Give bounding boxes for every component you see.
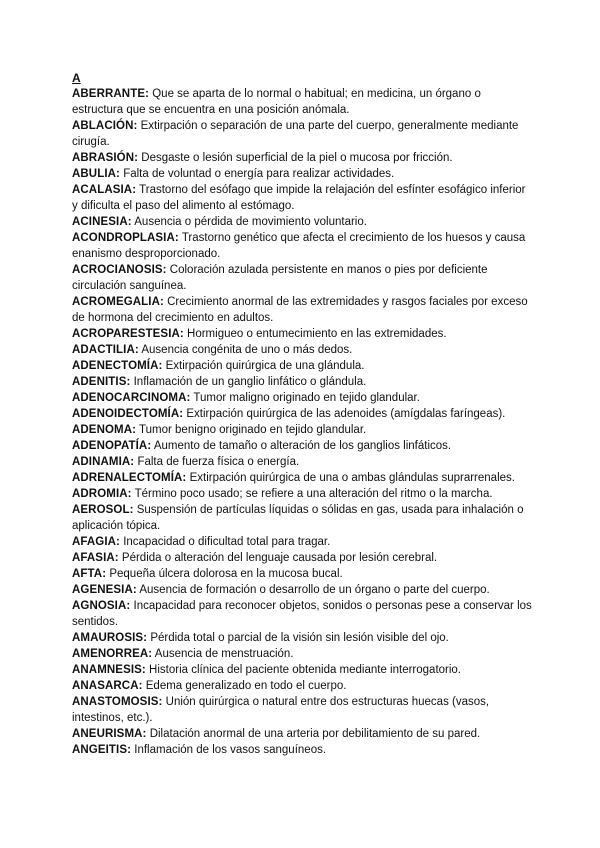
glossary-entry xyxy=(72,662,534,678)
entry-term: ABLACIÓN: xyxy=(72,120,138,132)
entry-term: ADENOPATÍA: xyxy=(72,440,152,452)
glossary-entry xyxy=(72,118,534,150)
glossary-entry xyxy=(72,406,534,422)
entry-definition: Crecimiento anormal de las extremidades y rasgos faciales por exceso de hormona del crecimiento en adultos. xyxy=(72,296,528,324)
entry-definition: Edema generalizado en todo el cuerpo. xyxy=(145,680,347,692)
glossary-entry xyxy=(72,214,534,230)
glossary-entry xyxy=(72,598,534,630)
entry-definition: Ausencia de menstruación. xyxy=(154,648,294,660)
entry-term: ACINESIA: xyxy=(72,216,132,228)
glossary-entry xyxy=(72,230,534,262)
entry-definition: Trastorno genético que afecta el crecimiento de los huesos y causa enanismo desproporcionado. xyxy=(72,232,526,260)
section-letter-heading: A xyxy=(72,71,81,85)
entry-term: ACONDROPLASIA: xyxy=(72,232,179,244)
glossary-entry xyxy=(72,86,534,118)
entry-term: ABRASIÓN: xyxy=(72,152,139,164)
glossary-page xyxy=(72,70,534,758)
entry-definition: Inflamación de los vasos sanguíneos. xyxy=(134,744,327,756)
glossary-entry xyxy=(72,486,534,502)
entry-definition: Aumento de tamaño o alteración de los ganglios linfáticos. xyxy=(153,440,452,452)
entry-definition: Coloración azulada persistente en manos o pies por deficiente circulación sanguínea. xyxy=(72,264,488,292)
glossary-entry xyxy=(72,742,534,758)
entry-definition: Incapacidad o dificultad total para tragar. xyxy=(123,536,331,548)
entry-term: ANAMNESIS: xyxy=(72,664,146,676)
entry-definition: Incapacidad para reconocer objetos, sonidos o personas pese a conservar los sentidos. xyxy=(72,600,532,628)
entry-term: ACROCIANOSIS: xyxy=(72,264,167,276)
glossary-entries xyxy=(72,86,534,758)
entry-definition: Ausencia de formación o desarrollo de un órgano o parte del cuerpo. xyxy=(139,584,490,596)
glossary-entry xyxy=(72,454,534,470)
entry-term: ACROPARESTESIA: xyxy=(72,328,184,340)
entry-definition: Extirpación o separación de una parte del cuerpo, generalmente mediante cirugía. xyxy=(72,120,519,148)
glossary-entry xyxy=(72,182,534,214)
entry-term: ADACTILIA: xyxy=(72,344,139,356)
entry-definition: Pérdida total o parcial de la visión sin lesión visible del ojo. xyxy=(150,632,449,644)
entry-term: ADENITIS: xyxy=(72,376,131,388)
entry-definition: Falta de fuerza física o energía. xyxy=(137,456,300,468)
entry-term: ADRENALECTOMÍA: xyxy=(72,472,187,484)
entry-term: ANEURISMA: xyxy=(72,728,147,740)
entry-term: AFASIA: xyxy=(72,552,119,564)
entry-definition: Que se aparta de lo normal o habitual; en medicina, un órgano o estructura que se encuentra en una posición anómala. xyxy=(72,88,481,116)
glossary-entry xyxy=(72,550,534,566)
glossary-entry xyxy=(72,470,534,486)
glossary-entry xyxy=(72,342,534,358)
entry-term: ANASARCA: xyxy=(72,680,143,692)
glossary-entry xyxy=(72,566,534,582)
entry-term: ADENOMA: xyxy=(72,424,137,436)
entry-definition: Unión quirúrgica o natural entre dos estructuras huecas (vasos, intestinos, etc.). xyxy=(72,696,490,724)
entry-definition: Tumor maligno originado en tejido glandular. xyxy=(193,392,420,404)
glossary-entry xyxy=(72,534,534,550)
glossary-entry xyxy=(72,358,534,374)
entry-definition: Historia clínica del paciente obtenida mediante interrogatorio. xyxy=(149,664,462,676)
entry-definition: Desgaste o lesión superficial de la piel o mucosa por fricción. xyxy=(141,152,453,164)
glossary-entry xyxy=(72,374,534,390)
glossary-entry xyxy=(72,150,534,166)
entry-term: ADROMIA: xyxy=(72,488,132,500)
entry-term: ADENOIDECTOMÍA: xyxy=(72,408,184,420)
entry-definition: Extirpación quirúrgica de una o ambas glándulas suprarrenales. xyxy=(189,472,515,484)
entry-term: AMENORREA: xyxy=(72,648,153,660)
glossary-entry xyxy=(72,726,534,742)
glossary-entry xyxy=(72,262,534,294)
entry-term: AFAGIA: xyxy=(72,536,120,548)
glossary-entry xyxy=(72,678,534,694)
entry-term: ANGEITIS: xyxy=(72,744,132,756)
entry-definition: Hormigueo o entumecimiento en las extremidades. xyxy=(187,328,447,340)
entry-definition: Falta de voluntad o energía para realizar actividades. xyxy=(123,168,395,180)
entry-term: ANASTOMOSIS: xyxy=(72,696,163,708)
entry-definition: Extirpación quirúrgica de una glándula. xyxy=(165,360,365,372)
entry-definition: Extirpación quirúrgica de las adenoides (amígdalas faríngeas). xyxy=(186,408,506,420)
glossary-entry xyxy=(72,646,534,662)
entry-definition: Ausencia congénita de uno o más dedos. xyxy=(141,344,353,356)
entry-term: AFTA: xyxy=(72,568,107,580)
entry-term: ADINAMIA: xyxy=(72,456,135,468)
glossary-entry xyxy=(72,502,534,534)
glossary-entry xyxy=(72,582,534,598)
glossary-entry xyxy=(72,294,534,326)
glossary-entry xyxy=(72,694,534,726)
entry-definition: Suspensión de partículas líquidas o sólidas en gas, usada para inhalación o aplicación tópica. xyxy=(72,504,524,532)
entry-term: ADENECTOMÍA: xyxy=(72,360,163,372)
entry-definition: Pequeña úlcera dolorosa en la mucosa bucal. xyxy=(109,568,343,580)
entry-term: ACROMEGALIA: xyxy=(72,296,164,308)
entry-term: AMAUROSIS: xyxy=(72,632,148,644)
entry-definition: Trastorno del esófago que impide la relajación del esfínter esofágico inferior y dificulta el paso del alimento al estómago. xyxy=(72,184,526,212)
entry-definition: Ausencia o pérdida de movimiento voluntario. xyxy=(134,216,367,228)
entry-term: ADENOCARCINOMA: xyxy=(72,392,191,404)
entry-definition: Término poco usado; se refiere a una alteración del ritmo o la marcha. xyxy=(134,488,493,500)
entry-term: AGENESIA: xyxy=(72,584,137,596)
glossary-entry xyxy=(72,438,534,454)
entry-definition: Tumor benigno originado en tejido glandular. xyxy=(139,424,367,436)
entry-definition: Dilatación anormal de una arteria por debilitamiento de su pared. xyxy=(149,728,481,740)
entry-term: ABERRANTE: xyxy=(72,88,150,100)
entry-definition: Pérdida o alteración del lenguaje causada por lesión cerebral. xyxy=(121,552,438,564)
entry-term: AEROSOL: xyxy=(72,504,134,516)
entry-term: AGNOSIA: xyxy=(72,600,131,612)
glossary-entry xyxy=(72,166,534,182)
entry-term: ABULIA: xyxy=(72,168,120,180)
glossary-entry xyxy=(72,390,534,406)
entry-definition: Inflamación de un ganglio linfático o glándula. xyxy=(133,376,367,388)
entry-term: ACALASIA: xyxy=(72,184,137,196)
glossary-entry xyxy=(72,326,534,342)
glossary-entry xyxy=(72,422,534,438)
glossary-entry xyxy=(72,630,534,646)
